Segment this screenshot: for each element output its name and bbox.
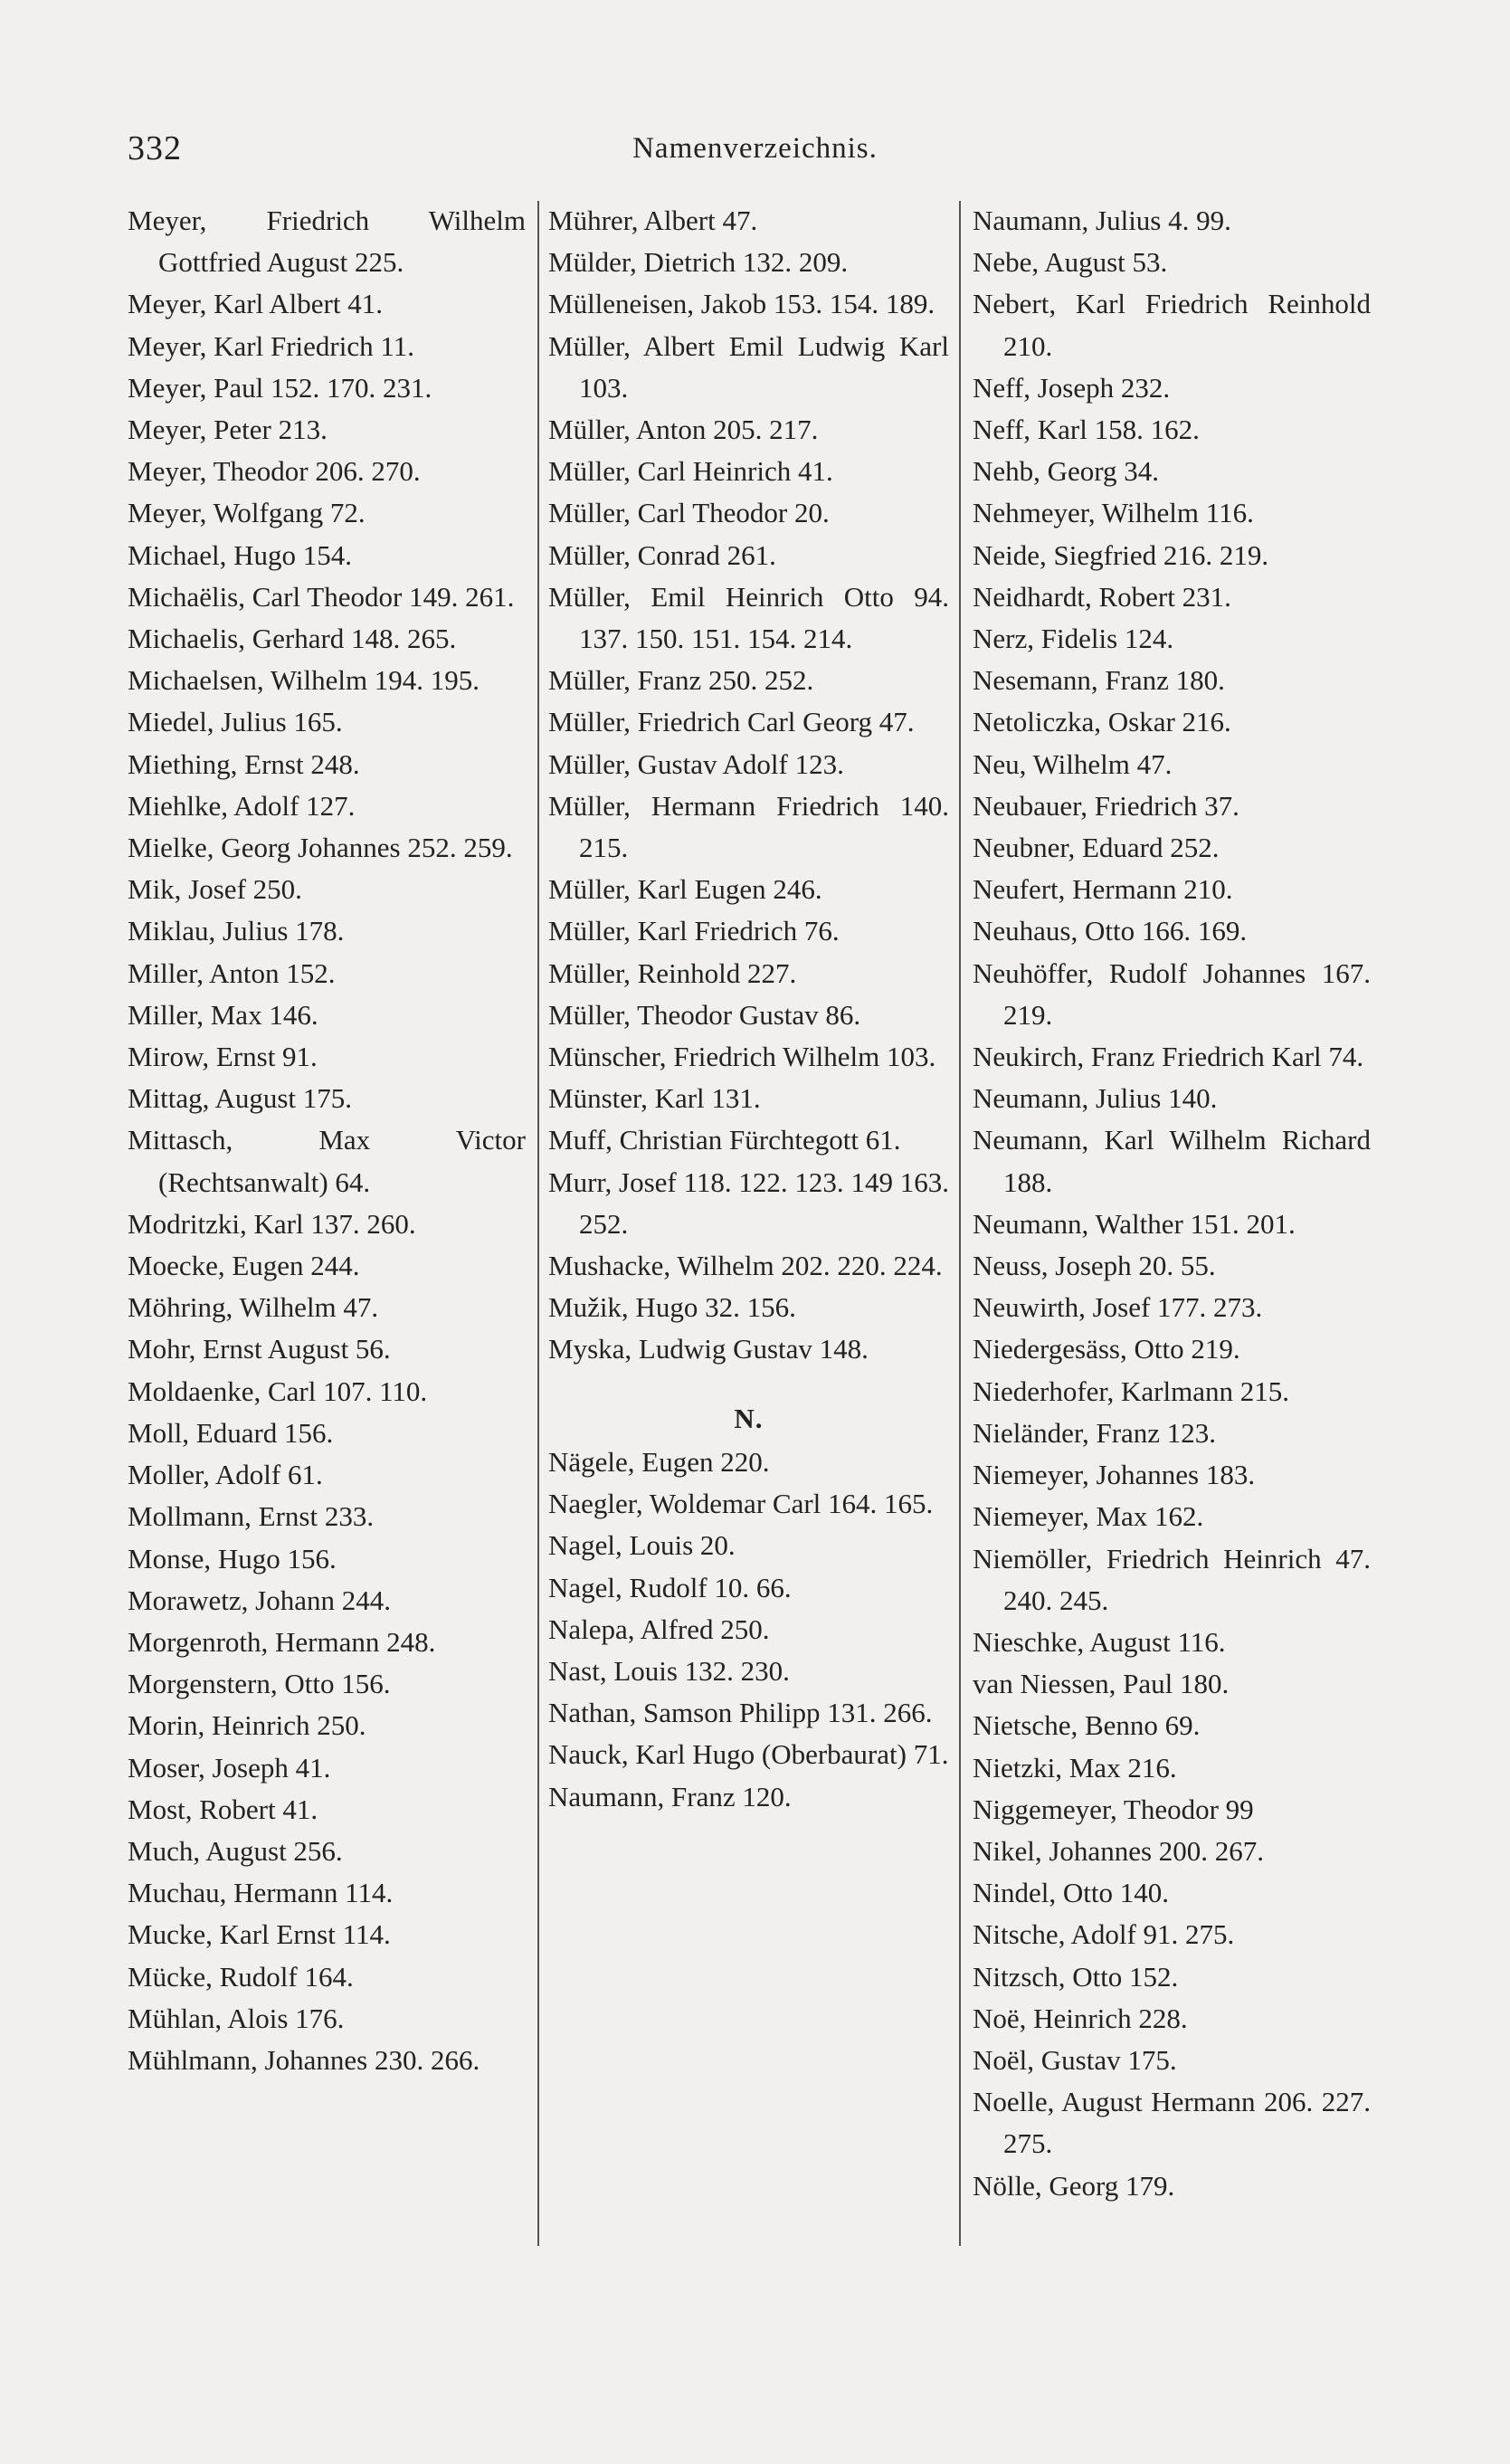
index-entry: Müller, Franz 250. 252.: [548, 664, 814, 697]
index-entry: Mührer, Albert 47.: [548, 205, 758, 236]
index-entry: Nägele, Eugen 220.: [548, 1445, 770, 1478]
index-entry: Miething, Ernst 248.: [128, 747, 360, 780]
index-entry: Müller, Theodor Gustav 86.: [548, 998, 861, 1031]
index-entry: Morawetz, Johann 244.: [128, 1584, 391, 1616]
index-entry: Muchau, Hermann 114.: [128, 1877, 394, 1909]
index-column-2: [548, 200, 949, 1818]
index-entry: Noë, Heinrich 228.: [973, 2002, 1188, 2034]
column-divider: [537, 201, 539, 2246]
index-entry: Neufert, Hermann 210.: [973, 873, 1233, 906]
index-entry: Mücke, Rudolf 164.: [128, 1960, 354, 1993]
index-entry: Nerz, Fidelis 124.: [973, 623, 1174, 655]
index-entry: Niedergesäss, Otto 219.: [973, 1333, 1240, 1365]
index-entry: Nietsche, Benno 69.: [973, 1709, 1201, 1742]
index-entry: Moecke, Eugen 244.: [128, 1250, 360, 1282]
index-entry: Mülder, Dietrich 132. 209.: [548, 246, 849, 279]
section-n-entries: [548, 1441, 949, 1818]
index-entry: Mühlan, Alois 176.: [128, 2002, 345, 2034]
index-entry: Neuwirth, Josef 177. 273.: [973, 1291, 1263, 1324]
index-entry: Naumann, Julius 4. 99.: [973, 205, 1231, 236]
index-entry: Nathan, Samson Philipp 131. 266.: [548, 1697, 933, 1729]
index-entry: Much, August 256.: [128, 1834, 343, 1867]
index-entry: Nehmeyer, Wilhelm 116.: [973, 497, 1254, 529]
index-entry: Monse, Hugo 156.: [128, 1542, 337, 1574]
index-entry: Neumann, Walther 151. 201.: [973, 1207, 1296, 1240]
index-entry: Nitsche, Adolf 91. 275.: [973, 1918, 1235, 1951]
index-entry: Netoliczka, Oskar 216.: [973, 706, 1231, 738]
index-entry: Meyer, Peter 213.: [128, 414, 328, 446]
index-entry: Neumann, Julius 140.: [973, 1082, 1218, 1115]
index-entry: Müller, Karl Eugen 246.: [548, 873, 822, 906]
page-title: Namenverzeichnis.: [632, 132, 878, 165]
index-entry: Mik, Josef 250.: [128, 873, 302, 906]
index-entry: Nauck, Karl Hugo (Oberbaurat) 71.: [548, 1738, 949, 1771]
index-entry: Meyer, Paul 152. 170. 231.: [128, 371, 432, 404]
index-entry: Noël, Gustav 175.: [973, 2043, 1177, 2076]
index-entry: Müller, Carl Theodor 20.: [548, 497, 830, 529]
index-entry: Moldaenke, Carl 107. 110.: [128, 1375, 428, 1407]
index-entry: Neuss, Joseph 20. 55.: [973, 1250, 1216, 1282]
index-entry: Mittasch, Max Victor (Rechtsanwalt) 64.: [128, 1124, 526, 1198]
index-entry: Müller, Conrad 261.: [548, 538, 776, 571]
index-entry: Mielke, Georg Johannes 252. 259.: [128, 832, 513, 864]
index-entry: Nesemann, Franz 180.: [973, 664, 1225, 697]
index-entry: Modritzki, Karl 137. 260.: [128, 1207, 416, 1240]
index-entry: Neff, Joseph 232.: [973, 371, 1171, 404]
index-entry: Miedel, Julius 165.: [128, 706, 343, 738]
column-divider: [959, 201, 961, 2246]
index-entry: Münscher, Friedrich Wilhelm 103.: [548, 1041, 936, 1073]
index-entry: Neukirch, Franz Friedrich Karl 74.: [973, 1041, 1364, 1073]
index-entry: Morin, Heinrich 250.: [128, 1709, 366, 1742]
index-entry: Neuhaus, Otto 166. 169.: [973, 915, 1248, 947]
index-entry: Nebe, August 53.: [973, 246, 1168, 279]
index-entry: Moller, Adolf 61.: [128, 1459, 323, 1491]
index-column-3: [973, 200, 1371, 2207]
index-entry: Nagel, Louis 20.: [548, 1529, 736, 1562]
page-number: 332: [128, 129, 182, 167]
section-heading-n: N.: [734, 1402, 764, 1434]
index-entry: Nitzsch, Otto 152.: [973, 1960, 1179, 1993]
index-entry: Müller, Friedrich Carl Georg 47.: [548, 706, 915, 738]
index-entry: Meyer, Friedrich Wilhelm Gottfried August 225.: [128, 205, 526, 279]
index-entry: Most, Robert 41.: [128, 1793, 318, 1825]
index-entry: Neuhöffer, Rudolf Johannes 167. 219.: [973, 956, 1371, 1031]
index-entry: Murr, Josef 118. 122. 123. 149 163. 252.: [548, 1165, 949, 1240]
index-entry: Müller, Reinhold 227.: [548, 956, 797, 989]
index-column-2-entries: [548, 200, 949, 1371]
index-entry: Miller, Max 146.: [128, 998, 318, 1031]
index-entry: Möhring, Wilhelm 47.: [128, 1291, 379, 1324]
index-entry: Meyer, Karl Friedrich 11.: [128, 329, 414, 362]
index-entry: Müller, Hermann Friedrich 140. 215.: [548, 789, 949, 864]
index-entry: Michaëlis, Carl Theodor 149. 261.: [128, 580, 515, 613]
index-entry: Neide, Siegfried 216. 219.: [973, 538, 1269, 571]
index-entry: Morgenstern, Otto 156.: [128, 1668, 391, 1700]
index-entry: Neubauer, Friedrich 37.: [973, 789, 1239, 822]
index-entry: Mühlmann, Johannes 230. 266.: [128, 2043, 480, 2076]
index-entry: Nieschke, August 116.: [973, 1625, 1226, 1658]
index-entry: Müller, Albert Emil Ludwig Karl 103.: [548, 329, 949, 404]
index-entry: Nindel, Otto 140.: [973, 1877, 1169, 1909]
index-entry: Nölle, Georg 179.: [973, 2169, 1175, 2202]
index-entry: Nagel, Rudolf 10. 66.: [548, 1571, 792, 1603]
index-entry: Mittag, August 175.: [128, 1082, 353, 1115]
index-entry: Müller, Anton 205. 217.: [548, 414, 819, 446]
index-entry: Meyer, Wolfgang 72.: [128, 497, 366, 529]
index-entry: Nehb, Georg 34.: [973, 455, 1160, 488]
index-entry: Mucke, Karl Ernst 114.: [128, 1918, 391, 1951]
index-entry: Mohr, Ernst August 56.: [128, 1333, 391, 1365]
index-entry: Nietzki, Max 216.: [973, 1751, 1177, 1784]
index-entry: Niemöller, Friedrich Heinrich 47. 240. 245.: [973, 1542, 1371, 1616]
index-entry: Münster, Karl 131.: [548, 1082, 761, 1115]
index-entry: Moll, Eduard 156.: [128, 1416, 334, 1449]
index-column-1: [128, 200, 526, 2081]
index-entry: Mülleneisen, Jakob 153. 154. 189.: [548, 288, 935, 320]
index-entry: Nebert, Karl Friedrich Reinhold 210.: [973, 288, 1371, 362]
index-entry: Mirow, Ernst 91.: [128, 1041, 318, 1073]
index-entry: Mužik, Hugo 32. 156.: [548, 1291, 796, 1324]
index-entry: Nast, Louis 132. 230.: [548, 1654, 790, 1687]
index-entry: Mushacke, Wilhelm 202. 220. 224.: [548, 1250, 943, 1282]
index-entry: Müller, Gustav Adolf 123.: [548, 747, 844, 780]
index-entry: Neubner, Eduard 252.: [973, 832, 1220, 864]
index-entry: Naegler, Woldemar Carl 164. 165.: [548, 1488, 934, 1520]
index-entry: Niemeyer, Johannes 183.: [973, 1459, 1256, 1491]
index-entry: Nieländer, Franz 123.: [973, 1416, 1217, 1449]
index-entry: Müller, Karl Friedrich 76.: [548, 915, 840, 947]
index-entry: Miklau, Julius 178.: [128, 915, 345, 947]
index-entry: Neu, Wilhelm 47.: [973, 747, 1173, 780]
index-entry: Müller, Emil Heinrich Otto 94. 137. 150. 151. 154. 214.: [548, 580, 949, 655]
index-entry: Neff, Karl 158. 162.: [973, 414, 1200, 446]
index-entry: Naumann, Franz 120.: [548, 1780, 792, 1812]
index-entry: Miller, Anton 152.: [128, 956, 336, 989]
index-entry: Miehlke, Adolf 127.: [128, 789, 356, 822]
index-entry: Noelle, August Hermann 206. 227. 275.: [973, 2086, 1371, 2160]
index-entry: Neumann, Karl Wilhelm Richard 188.: [973, 1124, 1371, 1198]
index-entry: Meyer, Karl Albert 41.: [128, 288, 383, 320]
index-entry: Michaelsen, Wilhelm 194. 195.: [128, 664, 480, 697]
index-entry: Muff, Christian Fürchtegott 61.: [548, 1124, 901, 1156]
index-entry: Mollmann, Ernst 233.: [128, 1500, 375, 1533]
index-entry: Meyer, Theodor 206. 270.: [128, 455, 421, 488]
index-entry: Myska, Ludwig Gustav 148.: [548, 1333, 869, 1365]
index-entry: Müller, Carl Heinrich 41.: [548, 455, 833, 488]
index-entry: Morgenroth, Hermann 248.: [128, 1625, 436, 1658]
index-entry: Nikel, Johannes 200. 267.: [973, 1834, 1265, 1867]
index-entry: Nalepa, Alfred 250.: [548, 1613, 770, 1645]
index-entry: van Niessen, Paul 180.: [973, 1668, 1230, 1700]
index-entry: Michael, Hugo 154.: [128, 538, 352, 571]
index-entry: Michaelis, Gerhard 148. 265.: [128, 623, 457, 655]
index-entry: Niggemeyer, Theodor 99: [973, 1793, 1254, 1825]
index-entry: Niederhofer, Karlmann 215.: [973, 1375, 1289, 1407]
index-entry: Moser, Joseph 41.: [128, 1751, 331, 1784]
index-entry: Niemeyer, Max 162.: [973, 1500, 1204, 1533]
index-entry: Neidhardt, Robert 231.: [973, 580, 1231, 613]
